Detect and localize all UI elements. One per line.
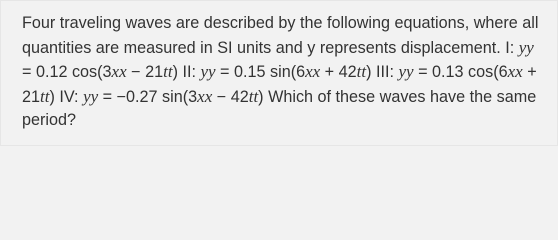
- wave-4-formula: = −0.27 sin(3: [98, 87, 198, 106]
- wave-4-end: ): [258, 87, 264, 106]
- wave-3-lhs: yy: [398, 62, 414, 82]
- wave-2-equation: [182, 63, 371, 81]
- question-prompt: Which of these waves have the same period?: [22, 87, 537, 130]
- wave-2-label: II:: [182, 63, 196, 82]
- wave-1-end: ): [172, 63, 178, 82]
- wave-3-end: ): [49, 87, 55, 106]
- question-text: [22, 12, 545, 133]
- wave-1-label: I:: [505, 38, 515, 57]
- wave-3-var-t: tt: [40, 86, 50, 106]
- wave-4-label: IV:: [59, 87, 79, 106]
- question-intro: Four traveling waves are described by the following equations, where all quantities are measured in SI units and y represents displacement.: [22, 14, 539, 57]
- wave-3-formula: = 0.13 cos(6: [413, 63, 508, 82]
- wave-2-mid: + 42: [320, 63, 357, 82]
- wave-4-lhs: yy: [83, 86, 99, 106]
- wave-3-label: III:: [376, 63, 394, 82]
- wave-2-var-x: xx: [305, 62, 321, 82]
- wave-2-lhs: yy: [200, 62, 216, 82]
- wave-1-lhs: yy: [518, 37, 534, 57]
- wave-3-mid: + 21: [22, 63, 537, 106]
- wave-3-var-x: xx: [507, 62, 523, 82]
- wave-2-end: ): [366, 63, 372, 82]
- wave-1-var-x: xx: [111, 62, 127, 82]
- wave-4-equation: [59, 88, 263, 106]
- wave-2-var-t: tt: [356, 62, 367, 82]
- wave-4-var-x: xx: [197, 86, 213, 106]
- wave-4-mid: − 42: [212, 87, 249, 106]
- wave-4-var-t: tt: [248, 86, 259, 106]
- wave-1-var-t: tt: [163, 62, 173, 82]
- wave-1-formula: = 0.12 cos(3: [22, 63, 112, 82]
- wave-2-formula: = 0.15 sin(6: [215, 63, 306, 82]
- wave-1-mid: − 21: [126, 63, 164, 82]
